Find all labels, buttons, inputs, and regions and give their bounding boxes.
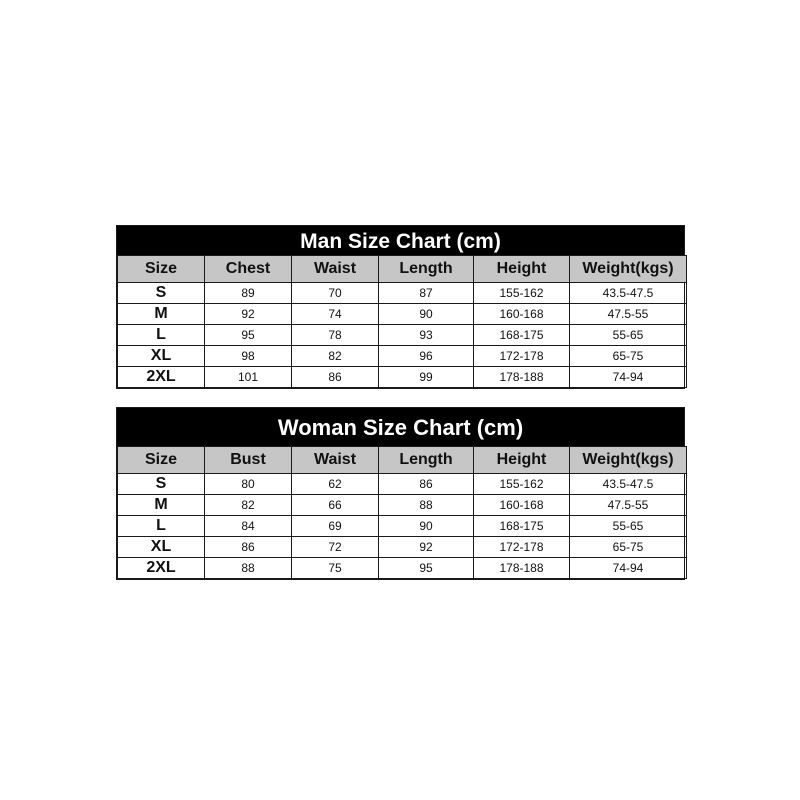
size-cell: 2XL xyxy=(118,367,205,388)
height-cell: 168-175 xyxy=(474,516,570,537)
bust-cell: 86 xyxy=(205,537,292,558)
header-height: Height xyxy=(474,447,570,474)
length-cell: 90 xyxy=(379,304,474,325)
height-cell: 178-188 xyxy=(474,367,570,388)
man-chart-title: Man Size Chart (cm) xyxy=(117,226,684,255)
length-cell: 90 xyxy=(379,516,474,537)
bust-cell: 84 xyxy=(205,516,292,537)
height-cell: 172-178 xyxy=(474,537,570,558)
header-length: Length xyxy=(379,256,474,283)
waist-cell: 75 xyxy=(292,558,379,579)
waist-cell: 78 xyxy=(292,325,379,346)
table-row xyxy=(118,325,687,346)
height-cell: 160-168 xyxy=(474,495,570,516)
height-cell: 168-175 xyxy=(474,325,570,346)
table-row xyxy=(118,474,687,495)
table-row xyxy=(118,346,687,367)
header-size: Size xyxy=(118,447,205,474)
chest-cell: 95 xyxy=(205,325,292,346)
length-cell: 95 xyxy=(379,558,474,579)
header-waist: Waist xyxy=(292,256,379,283)
header-chest: Chest xyxy=(205,256,292,283)
waist-cell: 74 xyxy=(292,304,379,325)
size-cell: S xyxy=(118,283,205,304)
height-cell: 155-162 xyxy=(474,474,570,495)
height-cell: 178-188 xyxy=(474,558,570,579)
header-weight: Weight(kgs) xyxy=(570,447,687,474)
size-cell: S xyxy=(118,474,205,495)
header-row xyxy=(118,447,687,474)
waist-cell: 66 xyxy=(292,495,379,516)
size-cell: L xyxy=(118,325,205,346)
weight-cell: 55-65 xyxy=(570,516,687,537)
length-cell: 86 xyxy=(379,474,474,495)
size-cell: L xyxy=(118,516,205,537)
header-row xyxy=(118,256,687,283)
length-cell: 99 xyxy=(379,367,474,388)
bust-cell: 82 xyxy=(205,495,292,516)
waist-cell: 72 xyxy=(292,537,379,558)
weight-cell: 47.5-55 xyxy=(570,304,687,325)
header-bust: Bust xyxy=(205,447,292,474)
weight-cell: 55-65 xyxy=(570,325,687,346)
table-row xyxy=(118,495,687,516)
table-row xyxy=(118,537,687,558)
chest-cell: 101 xyxy=(205,367,292,388)
waist-cell: 62 xyxy=(292,474,379,495)
table-row xyxy=(118,558,687,579)
length-cell: 93 xyxy=(379,325,474,346)
length-cell: 96 xyxy=(379,346,474,367)
waist-cell: 70 xyxy=(292,283,379,304)
chest-cell: 92 xyxy=(205,304,292,325)
waist-cell: 82 xyxy=(292,346,379,367)
chest-cell: 98 xyxy=(205,346,292,367)
header-height: Height xyxy=(474,256,570,283)
length-cell: 88 xyxy=(379,495,474,516)
size-cell: XL xyxy=(118,346,205,367)
chest-cell: 89 xyxy=(205,283,292,304)
man-size-chart xyxy=(116,225,685,389)
table-row xyxy=(118,367,687,388)
height-cell: 172-178 xyxy=(474,346,570,367)
table-row xyxy=(118,304,687,325)
header-length: Length xyxy=(379,447,474,474)
size-cell: M xyxy=(118,495,205,516)
weight-cell: 47.5-55 xyxy=(570,495,687,516)
header-waist: Waist xyxy=(292,447,379,474)
table-row xyxy=(118,283,687,304)
waist-cell: 86 xyxy=(292,367,379,388)
weight-cell: 43.5-47.5 xyxy=(570,474,687,495)
header-size: Size xyxy=(118,256,205,283)
weight-cell: 65-75 xyxy=(570,537,687,558)
bust-cell: 80 xyxy=(205,474,292,495)
man-size-table xyxy=(117,255,687,388)
woman-size-chart xyxy=(116,407,685,580)
woman-chart-title: Woman Size Chart (cm) xyxy=(117,408,684,446)
bust-cell: 88 xyxy=(205,558,292,579)
weight-cell: 74-94 xyxy=(570,367,687,388)
waist-cell: 69 xyxy=(292,516,379,537)
size-cell: XL xyxy=(118,537,205,558)
size-cell: 2XL xyxy=(118,558,205,579)
table-row xyxy=(118,516,687,537)
woman-size-table xyxy=(117,446,687,579)
weight-cell: 65-75 xyxy=(570,346,687,367)
height-cell: 160-168 xyxy=(474,304,570,325)
size-cell: M xyxy=(118,304,205,325)
height-cell: 155-162 xyxy=(474,283,570,304)
weight-cell: 43.5-47.5 xyxy=(570,283,687,304)
header-weight: Weight(kgs) xyxy=(570,256,687,283)
weight-cell: 74-94 xyxy=(570,558,687,579)
length-cell: 87 xyxy=(379,283,474,304)
length-cell: 92 xyxy=(379,537,474,558)
